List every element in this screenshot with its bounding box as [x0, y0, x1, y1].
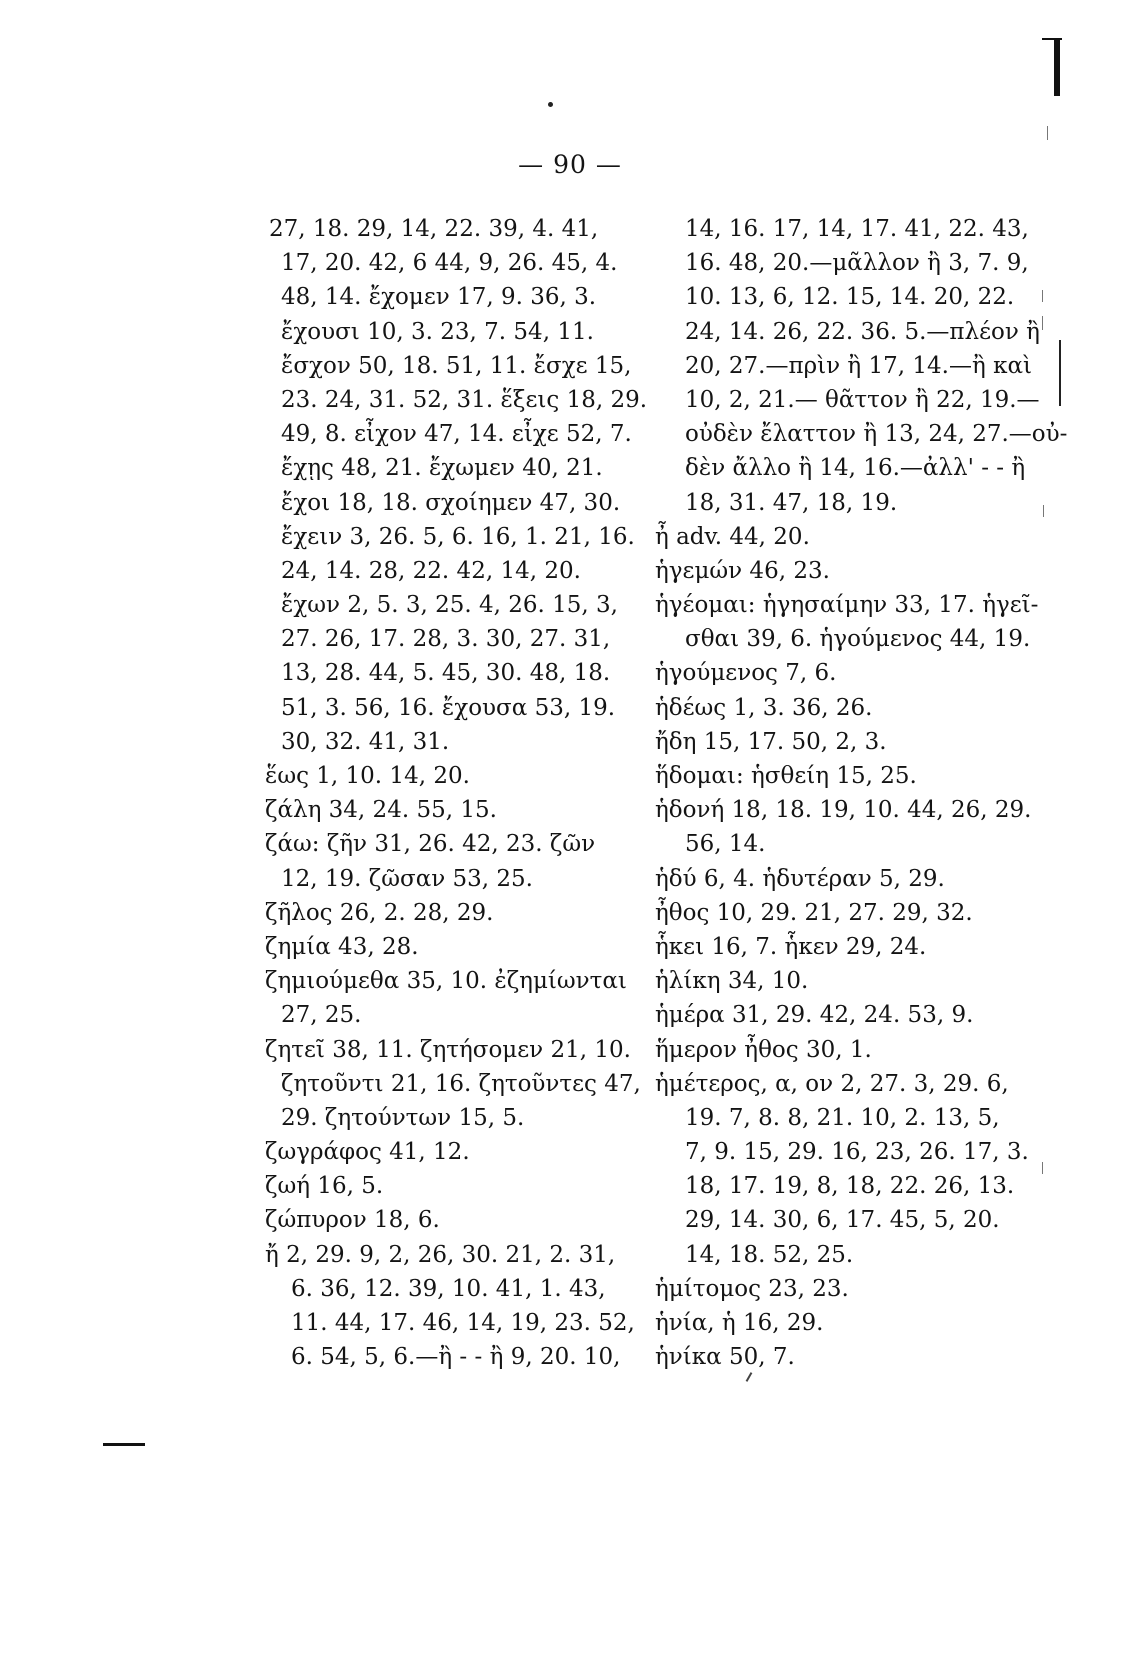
index-line: 13, 28. 44, 5. 45, 30. 48, 18. [281, 660, 611, 687]
index-line: ἔσχον 50, 18. 51, 11. ἔσχε 15, [281, 352, 632, 379]
index-line: 27. 26, 17. 28, 3. 30, 27. 31, [281, 626, 611, 653]
index-entry: ἤ 2, 29. 9, 2, 26, 30. 21, 2. 31, [265, 1241, 616, 1268]
index-entry: ζημιούμεθα 35, 10. ἐζημίωνται [265, 968, 627, 995]
index-entry: ἡμίτομος 23, 23. [655, 1275, 849, 1302]
index-line: 10. 13, 6, 12. 15, 14. 20, 22. [685, 284, 1015, 311]
index-line: 14, 18. 52, 25. [685, 1241, 854, 1268]
index-line: 51, 3. 56, 16. ἔχουσα 53, 19. [281, 694, 616, 721]
index-entry: ἡγεμών 46, 23. [655, 557, 830, 584]
index-entry: ζώπυρον 18, 6. [265, 1207, 440, 1234]
scan-tick [1047, 126, 1048, 140]
index-column-right [655, 212, 1068, 1374]
index-line: οὐδὲν ἔλαττον ἢ 13, 24, 27.—οὐ- [685, 421, 1068, 448]
index-line: 11. 44, 17. 46, 14, 19, 23. 52, [291, 1310, 635, 1336]
index-line: 20, 27.—πρὶν ἢ 17, 14.—ἢ καὶ [685, 352, 1032, 379]
index-line: 48, 14. ἔχομεν 17, 9. 36, 3. [281, 284, 597, 311]
index-line: 7, 9. 15, 29. 16, 23, 26. 17, 3. [685, 1139, 1029, 1166]
index-line: ἔχῃς 48, 21. ἔχωμεν 40, 21. [281, 455, 603, 482]
index-entry: ζάω: ζῆν 31, 26. 42, 23. ζῶν [265, 831, 596, 858]
index-line: ἔχουσι 10, 3. 23, 7. 54, 11. [281, 318, 594, 345]
index-line: 14, 16. 17, 14, 17. 41, 22. 43, [685, 216, 1029, 242]
index-entry: ἡδονή 18, 18. 19, 10. 44, 26, 29. [655, 797, 1032, 824]
index-line: ἔχοι 18, 18. σχοίημεν 47, 30. [281, 489, 621, 516]
bottom-rule [103, 1443, 145, 1446]
index-entry: ἡδέως 1, 3. 36, 26. [655, 694, 873, 721]
index-line: 29, 14. 30, 6, 17. 45, 5, 20. [685, 1207, 1000, 1234]
index-entry: ζητεῖ 38, 11. ζητήσομεν 21, 10. [265, 1036, 631, 1063]
index-entry: ἡμέρα 31, 29. 42, 24. 53, 9. [655, 1002, 974, 1029]
index-line: 23. 24, 31. 52, 31. ἕξεις 18, 29. [281, 386, 648, 413]
index-line: 30, 32. 41, 31. [281, 728, 450, 755]
index-entry: ζημία 43, 28. [265, 933, 419, 960]
index-line: 10, 2, 21.— θᾶττον ἢ 22, 19.— [685, 386, 1040, 413]
index-line: 24, 14. 26, 22. 36. 5.—πλέον ἢ [685, 318, 1040, 345]
index-line: 56, 14. [685, 831, 766, 858]
scan-edge-mark [1054, 38, 1060, 96]
index-line: 18, 31. 47, 18, 19. [685, 489, 898, 516]
index-entry: ἕως 1, 10. 14, 20. [265, 763, 470, 789]
index-entry: ἧκει 16, 7. ἧκεν 29, 24. [655, 933, 927, 960]
page-number: — 90 — [518, 150, 622, 179]
index-entry: ἡνία, ἡ 16, 29. [655, 1310, 824, 1336]
index-entry: ζωγράφος 41, 12. [265, 1139, 470, 1166]
index-line: 27, 18. 29, 14, 22. 39, 4. 41, [269, 216, 599, 242]
index-line: 49, 8. εἶχον 47, 14. εἶχε 52, 7. [281, 421, 632, 448]
index-line: σθαι 39, 6. ἡγούμενος 44, 19. [685, 626, 1031, 653]
index-entry: ἦθος 10, 29. 21, 27. 29, 32. [655, 899, 973, 926]
index-entry: ἡδύ 6, 4. ἡδυτέραν 5, 29. [655, 865, 945, 892]
index-entry: ζῆλος 26, 2. 28, 29. [265, 899, 494, 926]
index-line: ἔχειν 3, 26. 5, 6. 16, 1. 21, 16. [281, 523, 635, 550]
index-column-left [265, 212, 670, 1374]
index-entry: ἦ adv. 44, 20. [655, 523, 810, 550]
index-entry: ἡλίκη 34, 10. [655, 968, 809, 995]
index-entry: ἤδη 15, 17. 50, 2, 3. [655, 728, 887, 755]
index-entry: ζωή 16, 5. [265, 1173, 384, 1200]
index-line: δὲν ἄλλο ἢ 14, 16.—ἀλλ' - - ἢ [685, 455, 1026, 482]
index-entry: ἥμερον ἦθος 30, 1. [655, 1036, 872, 1063]
index-line: 6. 36, 12. 39, 10. 41, 1. 43, [291, 1275, 606, 1302]
index-entry: ἡμέτερος, α, ον 2, 27. 3, 29. 6, [655, 1070, 1009, 1097]
index-entry: ζάλη 34, 24. 55, 15. [265, 797, 497, 824]
index-line: 19. 7, 8. 8, 21. 10, 2. 13, 5, [685, 1104, 1000, 1131]
index-line: 12, 19. ζῶσαν 53, 25. [281, 865, 533, 892]
scan-speck [548, 102, 553, 107]
index-entry: ἡγέομαι: ἡγησαίμην 33, 17. ἡγεῖ- [655, 592, 1039, 619]
index-line: ζητοῦντι 21, 16. ζητοῦντες 47, [281, 1070, 641, 1097]
index-line: 17, 20. 42, 6 44, 9, 26. 45, 4. [281, 250, 618, 277]
index-line: 18, 17. 19, 8, 18, 22. 26, 13. [685, 1173, 1015, 1200]
index-line: 16. 48, 20.—μᾶλλον ἢ 3, 7. 9, [685, 250, 1029, 277]
index-line: 24, 14. 28, 22. 42, 14, 20. [281, 557, 581, 584]
index-line: 29. ζητούντων 15, 5. [281, 1104, 525, 1131]
index-line: ἔχων 2, 5. 3, 25. 4, 26. 15, 3, [281, 592, 618, 619]
index-line: 27, 25. [281, 1002, 362, 1029]
index-line: 6. 54, 5, 6.—ἢ - - ἢ 9, 20. 10, [291, 1344, 621, 1371]
index-entry: ἥδομαι: ἡσθείη 15, 25. [655, 763, 917, 789]
index-entry: ἡγούμενος 7, 6. [655, 660, 837, 687]
index-entry: ἡνίκα 50, 7. [655, 1344, 795, 1371]
